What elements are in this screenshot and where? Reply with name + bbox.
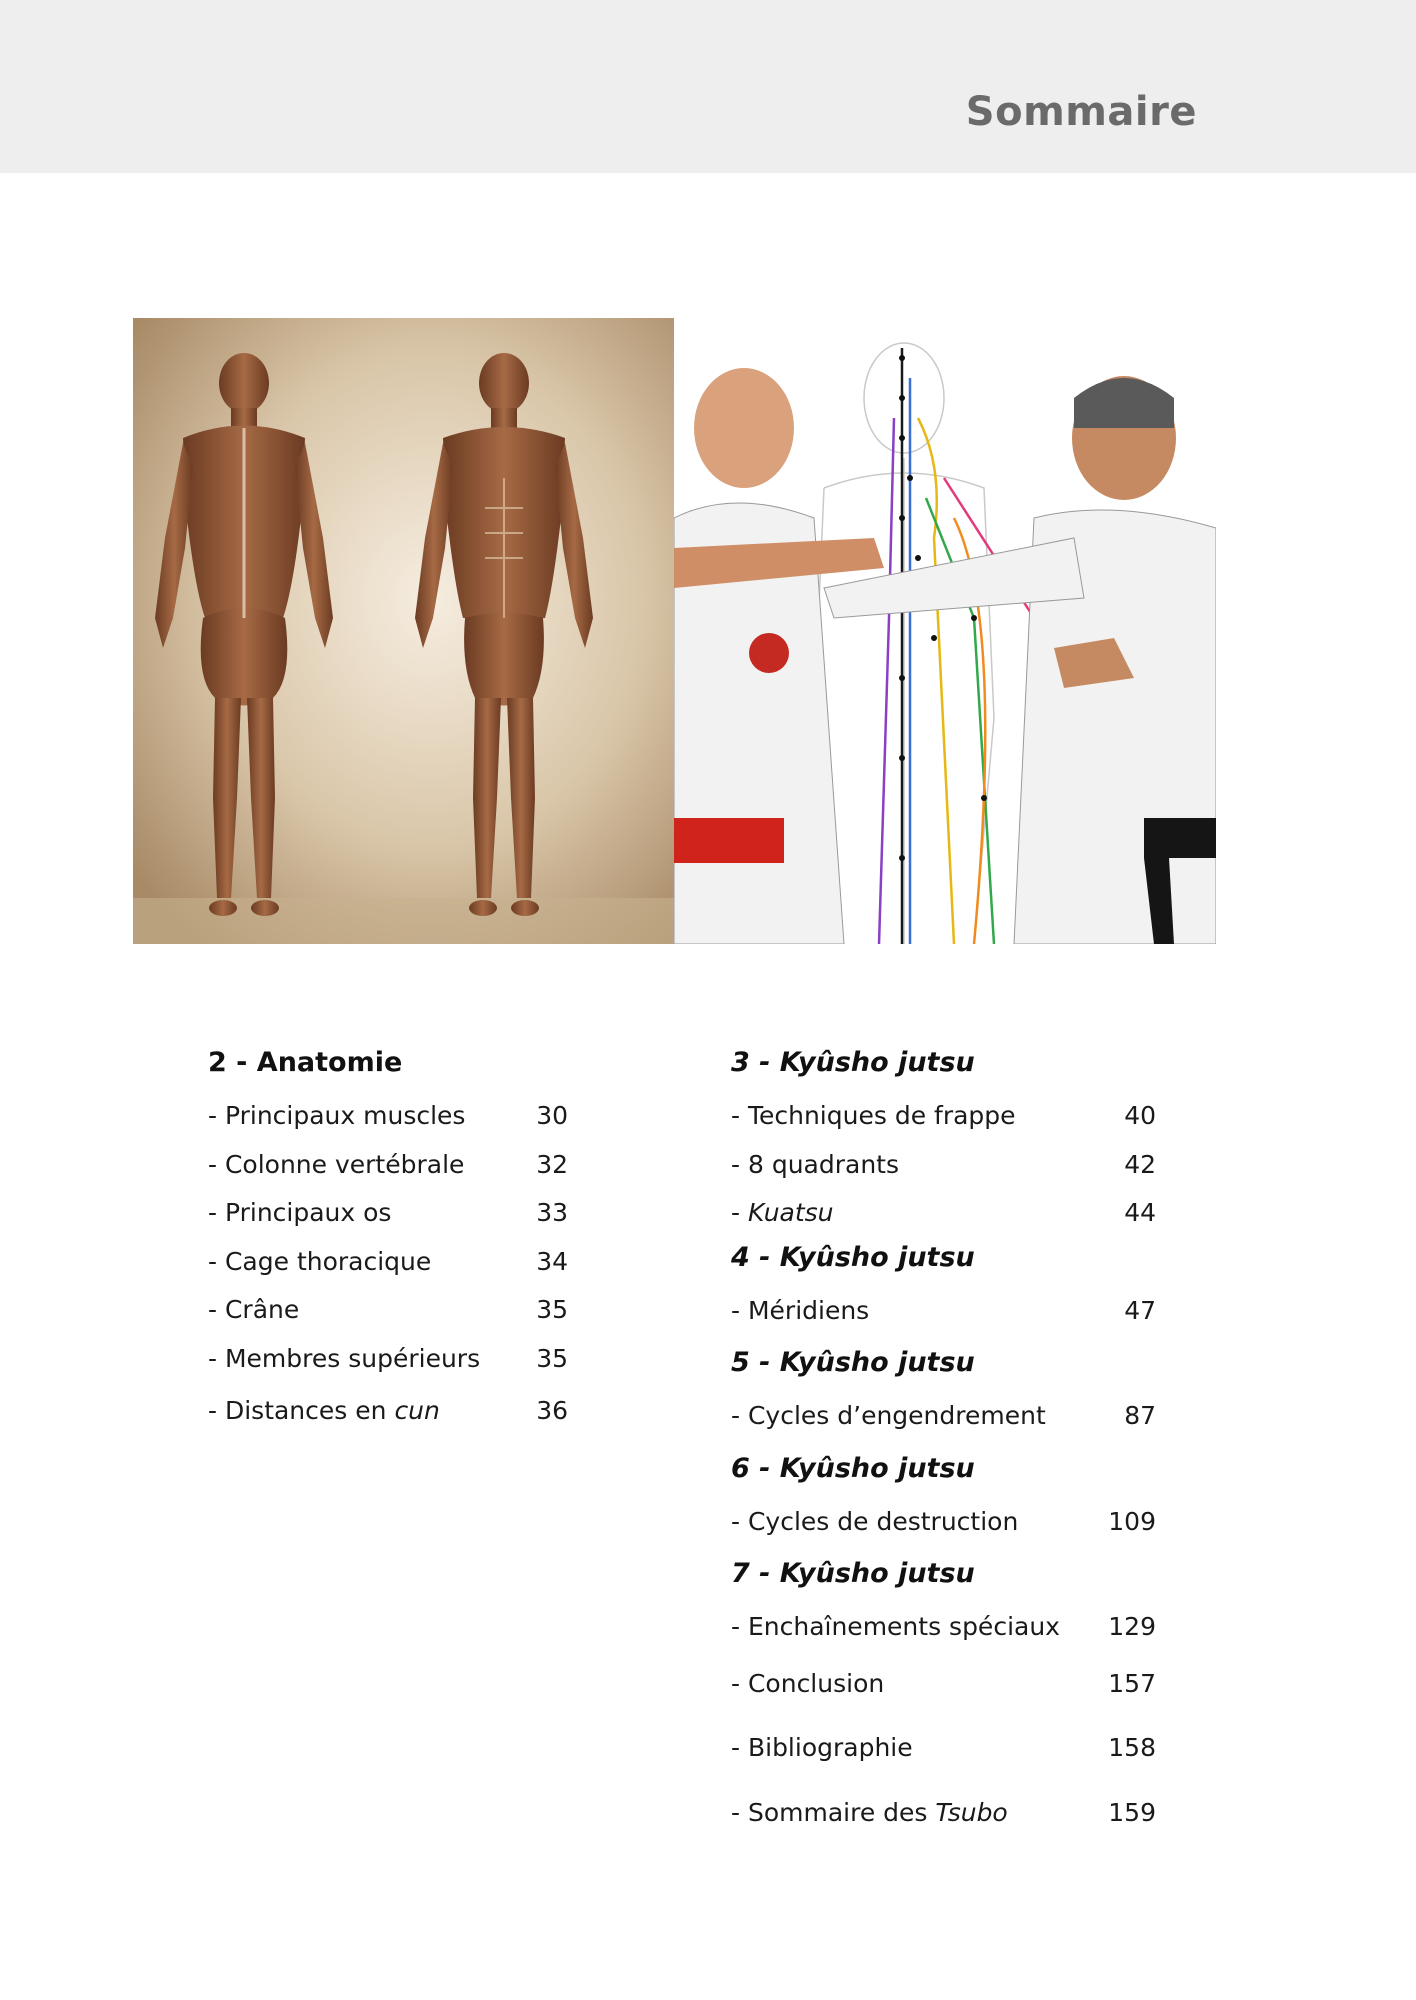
page-number: 32 xyxy=(536,1149,568,1179)
page-number: 44 xyxy=(1124,1198,1156,1227)
toc-entry[interactable]: - Cage thoracique 34 xyxy=(208,1238,568,1287)
page-number: 42 xyxy=(1124,1149,1156,1179)
page-number: 35 xyxy=(536,1343,568,1373)
section-title-kyusho-5: 5 - Kyûsho jutsu xyxy=(731,1347,975,1378)
toc-entry[interactable]: - Colonne vertébrale 32 xyxy=(208,1141,568,1190)
toc-entry-sommaire-tsubo[interactable]: - Sommaire des Tsubo 159 xyxy=(731,1789,1156,1838)
section-title-anatomie: 2 - Anatomie xyxy=(208,1047,403,1078)
page-number: 109 xyxy=(1108,1506,1156,1536)
page-number: 35 xyxy=(536,1295,568,1324)
page-number: 36 xyxy=(536,1396,568,1425)
page-title: Sommaire xyxy=(965,89,1197,135)
toc-entry[interactable]: - Principaux muscles 30 xyxy=(208,1092,568,1141)
toc-entry[interactable]: - Principaux os 33 xyxy=(208,1189,568,1238)
toc-entry[interactable]: - Cycles d’engendrement 87 xyxy=(731,1392,1156,1441)
page-number: 40 xyxy=(1124,1101,1156,1130)
toc-entry[interactable]: - Cycles de destruction 109 xyxy=(731,1498,1156,1547)
page-number: 159 xyxy=(1108,1797,1156,1827)
page-number: 30 xyxy=(536,1101,568,1130)
toc-column-right xyxy=(731,1043,1156,1837)
toc-entry-conclusion[interactable]: - Conclusion 157 xyxy=(731,1660,1156,1709)
anatomy-illustration xyxy=(133,318,674,944)
toc-entry[interactable]: - Méridiens 47 xyxy=(731,1287,1156,1336)
toc-column-left xyxy=(208,1043,568,1436)
toc-entry[interactable]: - 8 quadrants 42 xyxy=(731,1141,1156,1190)
section-title-kyusho-6: 6 - Kyûsho jutsu xyxy=(731,1452,975,1484)
toc-entry[interactable]: - Kuatsu 44 xyxy=(731,1189,1156,1238)
page-number: 34 xyxy=(536,1246,568,1276)
page-header xyxy=(0,0,1416,173)
page-number: 158 xyxy=(1108,1733,1156,1762)
toc-entry[interactable]: - Techniques de frappe 40 xyxy=(731,1092,1156,1141)
toc-entry[interactable]: - Crâne 35 xyxy=(208,1286,568,1335)
toc-entry[interactable]: - Distances en cun 36 xyxy=(208,1387,568,1436)
toc-entry-bibliographie[interactable]: - Bibliographie 158 xyxy=(731,1724,1156,1773)
kyusho-photo xyxy=(674,318,1216,944)
page-number: 33 xyxy=(536,1198,568,1227)
page-number: 129 xyxy=(1108,1612,1156,1641)
page-number: 87 xyxy=(1124,1401,1156,1430)
section-title-kyusho-4: 4 - Kyûsho jutsu xyxy=(731,1241,975,1273)
page-number: 157 xyxy=(1108,1668,1156,1698)
page-number: 47 xyxy=(1124,1295,1156,1325)
section-title-kyusho-7: 7 - Kyûsho jutsu xyxy=(731,1558,975,1589)
toc-entry[interactable]: - Membres supérieurs 35 xyxy=(208,1335,568,1384)
toc-entry[interactable]: - Enchaînements spéciaux 129 xyxy=(731,1603,1156,1652)
section-title-kyusho-3: 3 - Kyûsho jutsu xyxy=(731,1047,975,1078)
